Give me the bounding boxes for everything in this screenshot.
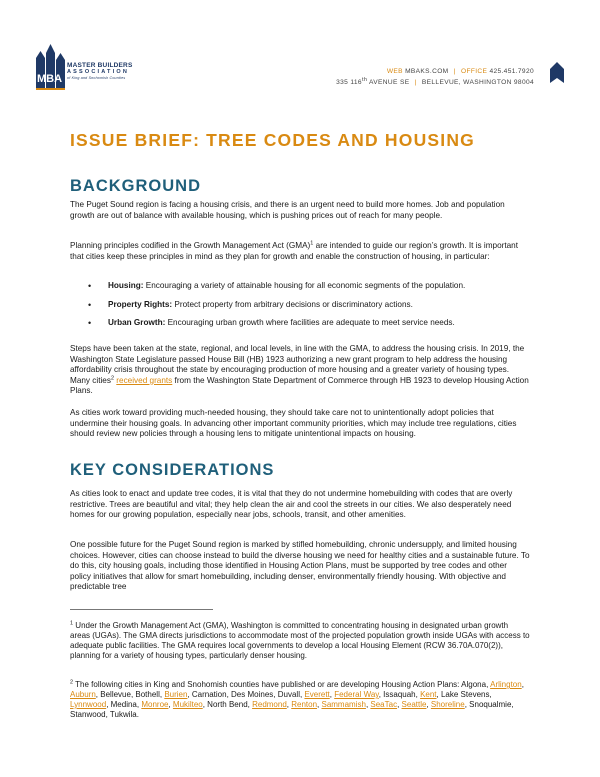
footnote-text: Under the Growth Management Act (GMA), Washington is committed to concentrating housing in designated urban growth areas (UGAs). The GMA directs jurisdictions to accommodate most of the projected population growth inside UGAs with access to adequate public facilities. The GMA requires local governments to develop a local Housing Element (RCW 36.70A.070(2)), planning for a variety of housing types, particularly denser housing. bbox=[70, 621, 530, 660]
city-link[interactable]: Sammamish bbox=[321, 700, 366, 709]
background-paragraph-3 bbox=[70, 344, 530, 397]
city-link[interactable]: SeaTac bbox=[370, 700, 398, 709]
address-city: BELLEVUE, WASHINGTON 98004 bbox=[421, 79, 534, 86]
city-name: Issaquah bbox=[383, 690, 416, 699]
city-link[interactable]: Seattle bbox=[401, 700, 427, 709]
svg-text:MBA: MBA bbox=[37, 73, 63, 85]
city-link[interactable]: Monroe bbox=[141, 700, 169, 709]
city-link[interactable]: Shoreline bbox=[430, 700, 465, 709]
web-label: WEB bbox=[386, 68, 403, 75]
logo-line-3: of King and Snohomish Counties bbox=[67, 76, 126, 80]
separator: | bbox=[414, 79, 417, 86]
text-segment: from the Washington State Department of Commerce through HB 1923 to develop Housing Action Plans. bbox=[70, 375, 529, 396]
city-name: Stanwood bbox=[70, 710, 106, 719]
city-link[interactable]: Lynnwood bbox=[70, 700, 107, 709]
city-name: Bellevue bbox=[100, 690, 131, 699]
city-name: Tukwila bbox=[109, 710, 137, 719]
address-street: 335 116th AVENUE SE bbox=[336, 76, 410, 86]
city-link[interactable]: Auburn bbox=[70, 690, 96, 699]
text-segment: are intended to guide our region’s growth. It is important that cities keep these principles in mind as they plan for growth and enable the construction of housing, in particular: bbox=[70, 241, 519, 261]
city-link[interactable]: Everett bbox=[304, 690, 330, 699]
page-title: ISSUE BRIEF: TREE CODES AND HOUSING bbox=[70, 130, 475, 150]
key-paragraph-2: One possible future for the Puget Sound region is marked by stifled homebuilding, chronic undersupply, and limited housing choices. However, cities can choose instead to build the diverse housing we need for healthy cities and a sustainable future. To do this, city housing goals, including those identified in Housing Action Plans, must be supported by tree codes and other policy initiatives that allow for smart homebuilding, including denser, environmentally friendly housing. With objective and predictable tree bbox=[70, 540, 530, 592]
separator: | bbox=[453, 68, 456, 75]
list-item bbox=[70, 300, 530, 311]
city-link[interactable]: Mukilteo bbox=[172, 700, 203, 709]
background-paragraph-1: The Puget Sound region is facing a housing crisis, and there is an urgent need to build more homes. Job and population growth are out of balance with available housing, which is pushing prices out of reach for many people. bbox=[70, 200, 505, 220]
footnote-1 bbox=[70, 621, 530, 661]
bookmark-icon bbox=[550, 62, 564, 83]
text-segment: Steps have been taken at the state, regional, and local levels, in line with the GMA, to address the housing crisis. In 2019, the Washington State Legislature passed House Bill (HB) 1923 authorizing a new grant program to help address the housing affordability crisis throughout the state by encouraging production of more housing and a greater variety of housing types. Many cities bbox=[70, 344, 525, 385]
principles-list bbox=[70, 281, 530, 337]
footnote-number: 2 bbox=[70, 679, 74, 686]
city-link[interactable]: Burien bbox=[164, 690, 188, 699]
bullet-text: Protect property from arbitrary decisions or discriminatory actions. bbox=[172, 299, 413, 309]
list-item bbox=[70, 318, 530, 329]
bullet-term: Property Rights: bbox=[108, 299, 173, 309]
footnote-divider bbox=[70, 609, 213, 610]
city-name: Lake Stevens bbox=[440, 690, 490, 699]
background-paragraph-4: As cities work toward providing much-needed housing, they should take care not to unintentionally adopt policies that undermine their housing goals. In advancing other important community priorities, which may include tree regulations, cities should review new policies through a housing lens to mitigate unintentional impacts on housing. bbox=[70, 408, 517, 439]
key-considerations-heading: KEY CONSIDERATIONS bbox=[70, 461, 275, 479]
logo-wordmark bbox=[67, 62, 132, 81]
footnote-2 bbox=[70, 680, 530, 720]
received-grants-link[interactable]: received grants bbox=[116, 375, 173, 385]
background-heading: BACKGROUND bbox=[70, 177, 201, 195]
city-link[interactable]: Federal Way bbox=[334, 690, 379, 699]
city-name: Medina bbox=[110, 700, 137, 709]
contact-block bbox=[336, 66, 534, 88]
bullet-text: Encouraging urban growth where facilities are adequate to meet service needs. bbox=[165, 318, 455, 328]
city-name: Des Moines bbox=[231, 690, 274, 699]
footnote-text: The following cities in King and Snohomish counties have published or are developing Housing Action Plans: bbox=[73, 680, 462, 689]
office-label: OFFICE bbox=[460, 68, 488, 75]
city-name: Snoqualmie bbox=[469, 700, 512, 709]
footnote-ref[interactable]: 2 bbox=[110, 375, 115, 382]
city-name: Duvall bbox=[277, 690, 300, 699]
office-phone: 425.451.7920 bbox=[489, 68, 534, 75]
text-segment: Planning principles codified in the Growth Management Act (GMA) bbox=[70, 241, 311, 250]
city-name: Algona bbox=[461, 680, 487, 689]
city-list: Algona, Arlington, Auburn, Bellevue, Bothell, Burien, Carnation, Des Moines, Duvall, Everett, Federal Way, Issaquah, Kent, Lake Stevens, Lynnwood, Medina, Monroe, Mukilteo, North Bend, Redmond, Renton, Sammamish, SeaTac, Seattle, Shoreline, Snoqualmie, Stanwood, Tukwila. bbox=[70, 680, 524, 719]
web-link[interactable]: MBAKS.COM bbox=[405, 68, 449, 75]
footnote-number: 1 bbox=[70, 620, 74, 627]
logo-line-2: ASSOCIATION bbox=[67, 69, 129, 75]
bullet-term: Housing: bbox=[108, 281, 144, 290]
city-name: North Bend bbox=[207, 700, 248, 709]
footnote-ref[interactable]: 1 bbox=[310, 240, 314, 247]
logo-line-1: MASTER BUILDERS bbox=[67, 62, 133, 69]
city-name: Bothell bbox=[135, 690, 160, 699]
list-item bbox=[70, 281, 530, 292]
city-link[interactable]: Kent bbox=[420, 690, 437, 699]
city-name: Carnation bbox=[191, 690, 227, 699]
bullet-term: Urban Growth: bbox=[108, 318, 166, 328]
background-paragraph-2 bbox=[70, 241, 530, 262]
city-link[interactable]: Renton bbox=[291, 700, 318, 709]
city-link[interactable]: Arlington bbox=[490, 680, 522, 689]
bullet-text: Encouraging a variety of attainable housing for all economic segments of the population. bbox=[143, 281, 466, 290]
key-paragraph-1: As cities look to enact and update tree codes, it is vital that they do not undermine homebuilding with codes that are overly restrictive. Trees are beautiful and vital; they help clean the air and cool the streets in our cities. We also desperately need homes for our growing population, especially near jobs, schools, transit, and other amenities. bbox=[70, 489, 513, 520]
city-link[interactable]: Redmond bbox=[252, 700, 287, 709]
